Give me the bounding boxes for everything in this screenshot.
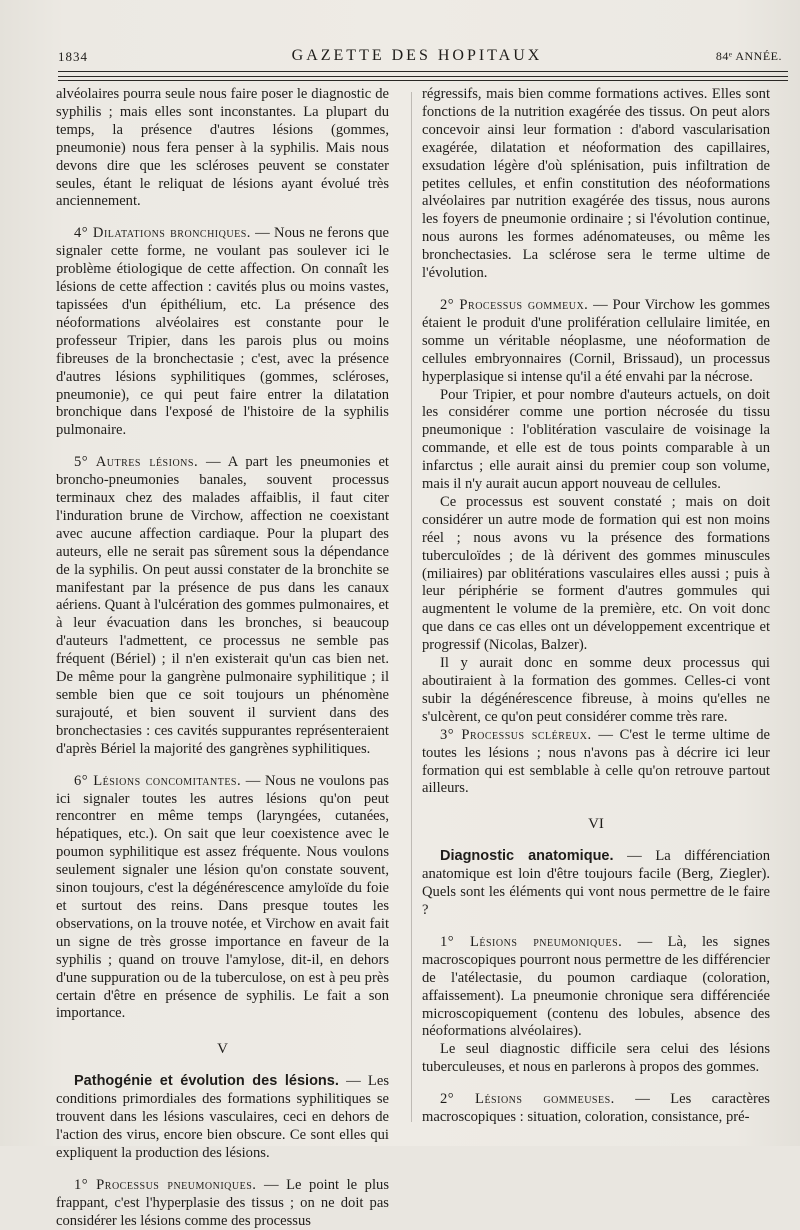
paragraph-text: — Pour Virchow les gommes étaient le produit d'une prolifération cellulaire limitée, en somme un véritable néoplasme, une néoformation de cellules embryonnaires (Cornil, Brissaud), un processus hyperplasique si intense qu'il a été envahi par la nécrose. [422, 296, 770, 385]
section-lead: 3° Processus scléreux. [440, 726, 592, 743]
paragraph-text: — Nous ne voulons pas ici signaler toutes les autres lésions qu'on peut rencontrer en même temps (laryngées, cutanées, hépatiques, etc.). On sait que leur coexistence avec le poumon syphilitique est assez fréquente. Nous voulons seulement signaler une lésion qu'on constate souvent, sinon toujours, c'est la dégénérescence amyloïde du foie et surtout des reins. Dans presque toutes les observations, on la trouve notée, et Virchow en avait fait un signe de très grosse importance en faveur de la syphilis ; quand on trouve l'amylose, dit-il, en dehors d'une suppuration ou de la tuberculose, on est à peu près certain d'être en présence de syphilis. Le fait a son importance. [56, 772, 389, 1022]
section-lead: 2° Lésions gommeuses. [440, 1091, 615, 1108]
section-number-v: V [217, 1041, 228, 1058]
paragraph-processus-pneumoniques [56, 1177, 389, 1230]
journal-title: GAZETTE DES HOPITAUX [291, 47, 543, 64]
paragraph-lesions-gommeuses [422, 1091, 770, 1127]
paragraph-processus-scléreux [422, 727, 770, 799]
paragraph: Pour Tripier, et pour nombre d'auteurs actuels, on doit les considérer comme une portion nécrosée du tissu pneumonique : l'oblitération vasculaire de voisinage la commande, et elle est de tous points comparable à un infarctus ; elle aurait ainsi du premier coup son volume, mais il n'y aurait aucun apport nouveau de cellules. [422, 386, 770, 493]
paragraph: Le seul diagnostic difficile sera celui des lésions tuberculeuses, et nous en parlerons à propos des gommes. [422, 1041, 770, 1076]
right-column [422, 86, 770, 1127]
paragraph: Ce processus est souvent constaté ; mais on doit considérer un autre mode de formation qui est non moins réel ; nous avons vu la présence des formations tuberculoïdes ; de là dérivent des gommes minuscules (miliaires) par oblitérations vasculaires elles aussi ; puis à leur périphérie se forment d'autres gommules qui augmentent le volume de la première, etc. On voit donc que dans ce cas elles ont un développement excentrique et progressif (Nicolas, Balzer). [422, 493, 770, 654]
paragraph-text: — C'est le terme ultime de toutes les lésions ; nous n'avons pas à décrire ici leur formation qui est semblable à celle qu'on retrouve partout ailleurs. [422, 726, 770, 797]
paragraph: régressifs, mais bien comme formations actives. Elles sont fonctions de la nutrition exagérée des tissus. On peut alors concevoir ainsi leur formation : d'abord vascularisation exagérée, dilatation et néoformation des capillaires, exsudation légère d'où splénisation, puis infiltration de petites cellules, et enfin constitution des néoformations alvéolaires par nutrition exagérée des tissus, nous aurons les foyers de pneumonie ordinaire ; si l'évolution continue, nous aurons les formes adénomateuses, ou même les bronchectasies. La sclérose sera le terme ultime de l'évolution. [422, 86, 770, 282]
paragraph-diagnostic [422, 848, 770, 920]
section-heading: Diagnostic anatomique. [440, 848, 614, 865]
paragraph-text: — La différenciation anatomique est loin d'être toujours facile (Berg, Ziegler). Quels sont les éléments qui vont nous permettre de le faire ? [422, 848, 770, 918]
section-number-vi: VI [588, 816, 604, 833]
header-rule [58, 80, 788, 81]
column-divider [411, 92, 412, 1122]
section-heading: Pathogénie et évolution des lésions. [74, 1073, 339, 1090]
section-lead: 1° Processus pneumoniques. [74, 1176, 257, 1193]
paragraph-text: — Le point le plus frappant, c'est l'hyperplasie des tissus ; on ne doit pas considérer les lésions comme des processus [56, 1176, 389, 1229]
section-lead: 4° Dilatations bronchiques. [74, 225, 251, 242]
paragraph-text: — A part les pneumonies et broncho-pneumonies banales, souvent processus terminaux chez des malades affaiblis, il faut citer l'induration brune de Virchow, affection ne coexistant avec aucune affection cardiaque. Pour la plupart des auteurs, elle ne serait pas sûrement sous la dépendance de la syphilis. On peut aussi constater de la bronchite se manifestant par la présence de pus dans les canaux aériens. Quant à l'ulcération des gommes pulmonaires, et à leur évacuation dans les bronches, si beaucoup d'auteurs l'admettent, ce processus ne semble pas fréquent (Bériel) ; il n'en existerait qu'un cas bien net. De même pour la gangrène pulmonaire syphilitique ; il semble bien que ce soit toujours un phénomène surajouté, et bien souvent il survient dans des bronchectasies : ces cavités suppurantes représenteraient d'après Bériel la majorité des gangrènes syphilitiques. [56, 454, 389, 757]
paragraph-autres-lesions [56, 454, 389, 758]
paragraph-lesions-pneumoniques [422, 934, 770, 1041]
section-lead: 6° Lésions concomitantes. [74, 772, 242, 789]
section-lead: 1° Lésions pneumoniques. [440, 933, 623, 950]
left-column [56, 86, 389, 1230]
volume-year: 84ᵉ ANNÉE. [715, 49, 782, 63]
paragraph-text: — Nous ne ferons que signaler cette forme, ne voulant pas soulever ici le problème étiologique de cette affection. On connaît les lésions de cette affection : cavités plus ou moins vastes, tapissées d'un épithélium, etc. La présence des néoformations alvéolaires est constante pour le professeur Tripier, dans les parois plus ou moins fibreuses de la bronchectasie ; c'est, avec la présence d'autres lésions syphilitiques (gommes, scléroses, pneumonie), ce qui peut faire entrer la dilatation bronchique dans l'exposé de l'histoire de la syphilis pulmonaire. [56, 225, 389, 439]
paragraph-text: — Les caractères macroscopiques : situation, coloration, consistance, pré- [422, 1091, 770, 1126]
header-rule [58, 76, 788, 77]
header-rule [58, 71, 788, 72]
paragraph-processus-gommeux [422, 297, 770, 387]
paragraph-pathogenie [56, 1073, 389, 1163]
paragraph-text: — Les conditions primordiales des formations syphilitiques se trouvent dans les lésions vasculaires, ceci en dehors de l'action des virus, encore bien obscure. Ce sont elles qui expliquent la production des lésions. [56, 1073, 390, 1161]
section-lead: 5° Autres lésions. [74, 454, 199, 471]
paragraph-text: — Là, les signes macroscopiques pourront nous permettre de les différencier de l'atélectasie, du poumon cardiaque (coloration, affaissement). La pneumonie chronique sera différenciée microscopiquement (contenu des lobules, absence des néoformations alvéolaires). [422, 933, 770, 1040]
section-lead: 2° Processus gommeux. [440, 296, 589, 313]
paragraph-lesions-concomitantes [56, 773, 389, 1024]
paragraph: Il y aurait donc en somme deux processus qui aboutiraient à la formation des gommes. Celles-ci vont subir la dégénérescence fibreuse, à moins qu'elles ne s'ulcèrent, ce qu'on peut considérer comme très rare. [422, 655, 770, 725]
paragraph: alvéolaires pourra seule nous faire poser le diagnostic de syphilis ; mais elles sont inconstantes. La plupart du temps, la présence d'autres lésions (gommes, pneumonie) nous fera penser à la syphilis. Mais nous devons dire que les scléroses peuvent se constater seules, étant le reliquat de lésions ayant évolué très anciennement. [56, 86, 389, 210]
running-header [52, 46, 782, 68]
page-number: 1834 [58, 49, 88, 64]
paragraph-dilatations [56, 225, 389, 440]
